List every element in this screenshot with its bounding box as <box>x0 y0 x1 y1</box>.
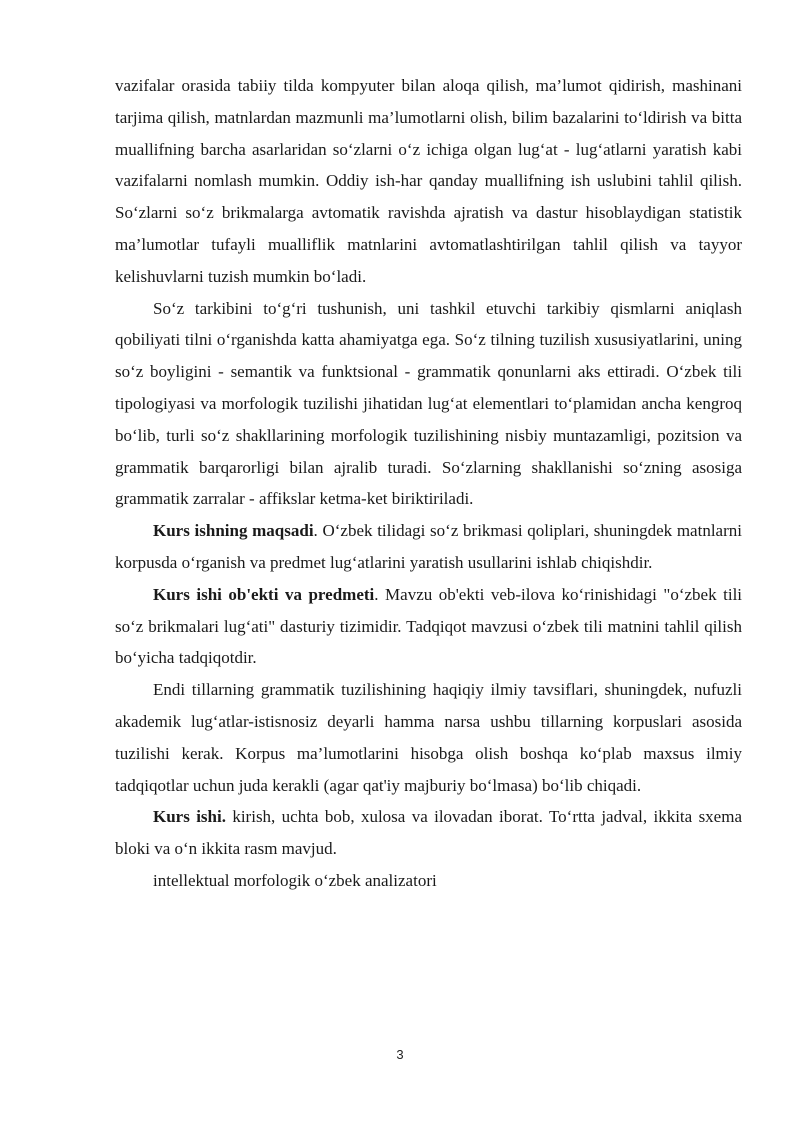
paragraph-heading: Kurs ishi. <box>153 807 226 827</box>
paragraph-text: . Mavzu ob'ekti veb-ilova ko‘rinishidagi "o‘zbek tili so‘z brikmalari lug‘ati" dasturiy tizimidir. Tadqiqot mavzusi o‘zbek tili matnini tahlil qilish bo‘yicha tadqiqotdir. <box>115 584 743 668</box>
paragraph-corpus <box>115 674 742 801</box>
paragraph-object-subject <box>115 579 742 674</box>
paragraph-analyzer <box>115 865 742 897</box>
paragraph-text: vazifalar orasida tabiiy tilda kompyuter bilan aloqa qilish, ma’lumot qidirish, mashinani tarjima qilish, matnlardan mazmunli ma’lumotlarni olish, bilim bazalarini to‘ldirish va bitta muallifning barcha asarlaridan so‘zlarni o‘z ichiga olgan lug‘at - lug‘atlarni yaratish kabi vazifalarni nomlash mumkin. Oddiy ish-har qanday muallifning ish uslubini tahlil qilish. So‘zlarni so‘z brikmalarga avtomatik ravishda ajratish va dastur hisoblaydigan statistik ma’lumotlar tufayli mualliflik matnlarini avtomatlashtirilgan tahlil qilish va tayyor kelishuvlarni tuzish mumkin bo‘ladi. <box>115 76 742 286</box>
paragraph-heading: Kurs ishi ob'ekti va predmeti <box>153 584 375 604</box>
document-page <box>115 70 742 897</box>
paragraph-heading: Kurs ishning maqsadi <box>153 521 314 541</box>
paragraph-text: Endi tillarning grammatik tuzilishining haqiqiy ilmiy tavsiflari, shuningdek, nufuzli akademik lug‘atlar-istisnosiz deyarli hamma narsa ushbu tillarning korpuslari asosida tuzilishi kerak. Korpus ma’lumotlarini hisobga olish boshqa ko‘plab maxsus ilmiy tadqiqotlar uchun juda kerakli (agar qat'iy majburiy bo‘lmasa) bo‘lib chiqadi. <box>115 680 742 795</box>
paragraph-course-goal <box>115 515 742 579</box>
paragraph-intro-continuation <box>115 70 742 293</box>
page-number: 3 <box>396 1047 404 1062</box>
paragraph-word-structure <box>115 293 742 516</box>
paragraph-structure <box>115 801 742 865</box>
paragraph-text: intellektual morfologik o‘zbek analizatori <box>153 870 437 890</box>
paragraph-text: kirish, uchta bob, xulosa va ilovadan iborat. To‘rtta jadval, ikkita sxema bloki va o‘n ikkita rasm mavjud. <box>115 807 742 859</box>
paragraph-text: . O‘zbek tilidagi so‘z brikmasi qoliplari, shuningdek matnlarni korpusda o‘rganish va predmet lug‘atlarini yaratish usullarini ishlab chiqishdir. <box>115 521 742 572</box>
paragraph-text: So‘z tarkibini to‘g‘ri tushunish, uni tashkil etuvchi tarkibiy qismlarni aniqlash qobiliyati tilni o‘rganishda katta ahamiyatga ega. So‘z tilning tuzilish xususiyatlarini, uning so‘z boyligini - semantik va funktsional - grammatik qonunlarni aks ettiradi. O‘zbek tili tipologiyasi va morfologik tuzilishi jihatidan lug‘at elementlari to‘plamidan ancha kengroq bo‘lib, turli so‘z shakllarining morfologik tuzilishining nisbiy muntazamligi, pozitsion va grammatik barqarorligi bilan ajralib turadi. So‘zlarning shakllanishi so‘zning asosiga grammatik zarralar - affikslar ketma-ket biriktiriladi. <box>115 298 742 509</box>
